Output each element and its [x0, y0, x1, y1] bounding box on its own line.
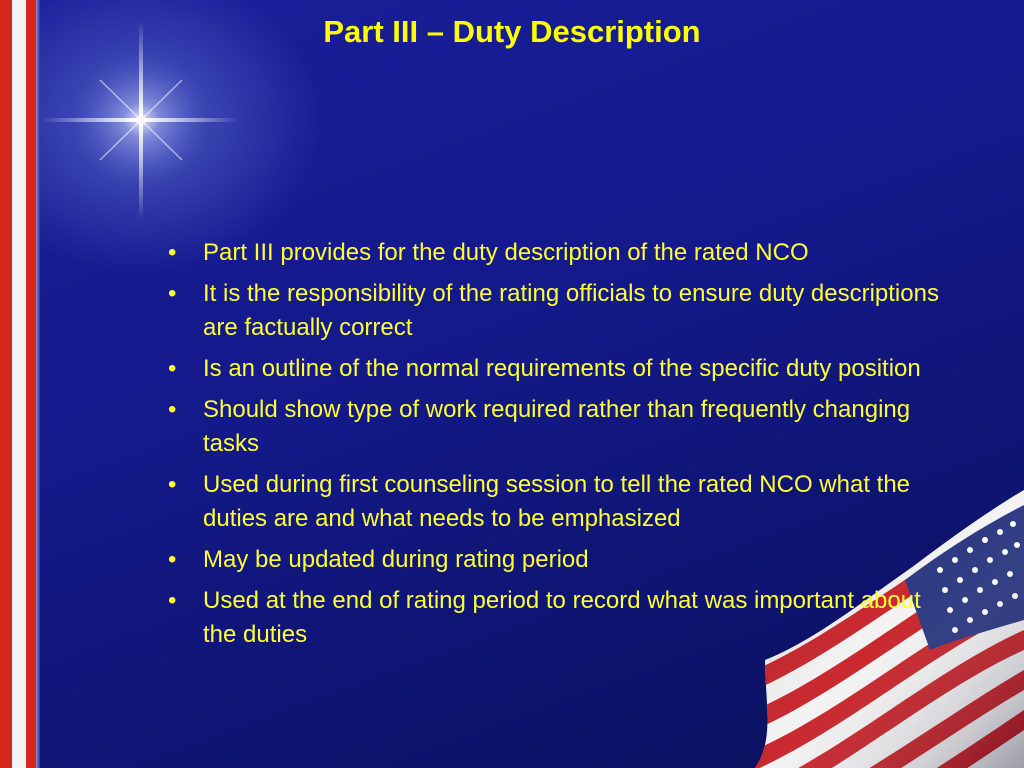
list-item: [160, 352, 950, 386]
bullet-dot: •: [168, 587, 177, 614]
bullet-text: It is the responsibility of the rating officials to ensure duty descriptions are factually correct: [203, 280, 939, 341]
bullet-text: Part III provides for the duty description of the rated NCO: [203, 239, 809, 266]
bullet-dot: •: [168, 239, 177, 266]
list-item: [160, 236, 950, 270]
bullet-dot: •: [168, 396, 177, 423]
list-item: [160, 277, 950, 345]
bullet-dot: •: [168, 355, 177, 382]
list-item: [160, 468, 950, 536]
bullet-text: Is an outline of the normal requirements of the specific duty position: [203, 355, 921, 382]
list-item: [160, 584, 950, 652]
bullet-text: Used at the end of rating period to record what was important about the duties: [203, 587, 921, 648]
bullet-dot: •: [168, 471, 177, 498]
bullet-text: Used during first counseling session to tell the rated NCO what the duties are and what needs to be emphasized: [203, 471, 911, 532]
list-item: [160, 393, 950, 461]
bullet-text: May be updated during rating period: [203, 546, 589, 573]
bullet-dot: •: [168, 546, 177, 573]
bullet-list: [160, 236, 950, 659]
list-item: [160, 543, 950, 577]
slide-title: Part III – Duty Description: [323, 14, 701, 49]
bullet-dot: •: [168, 280, 177, 307]
bullet-text: Should show type of work required rather than frequently changing tasks: [203, 396, 911, 457]
